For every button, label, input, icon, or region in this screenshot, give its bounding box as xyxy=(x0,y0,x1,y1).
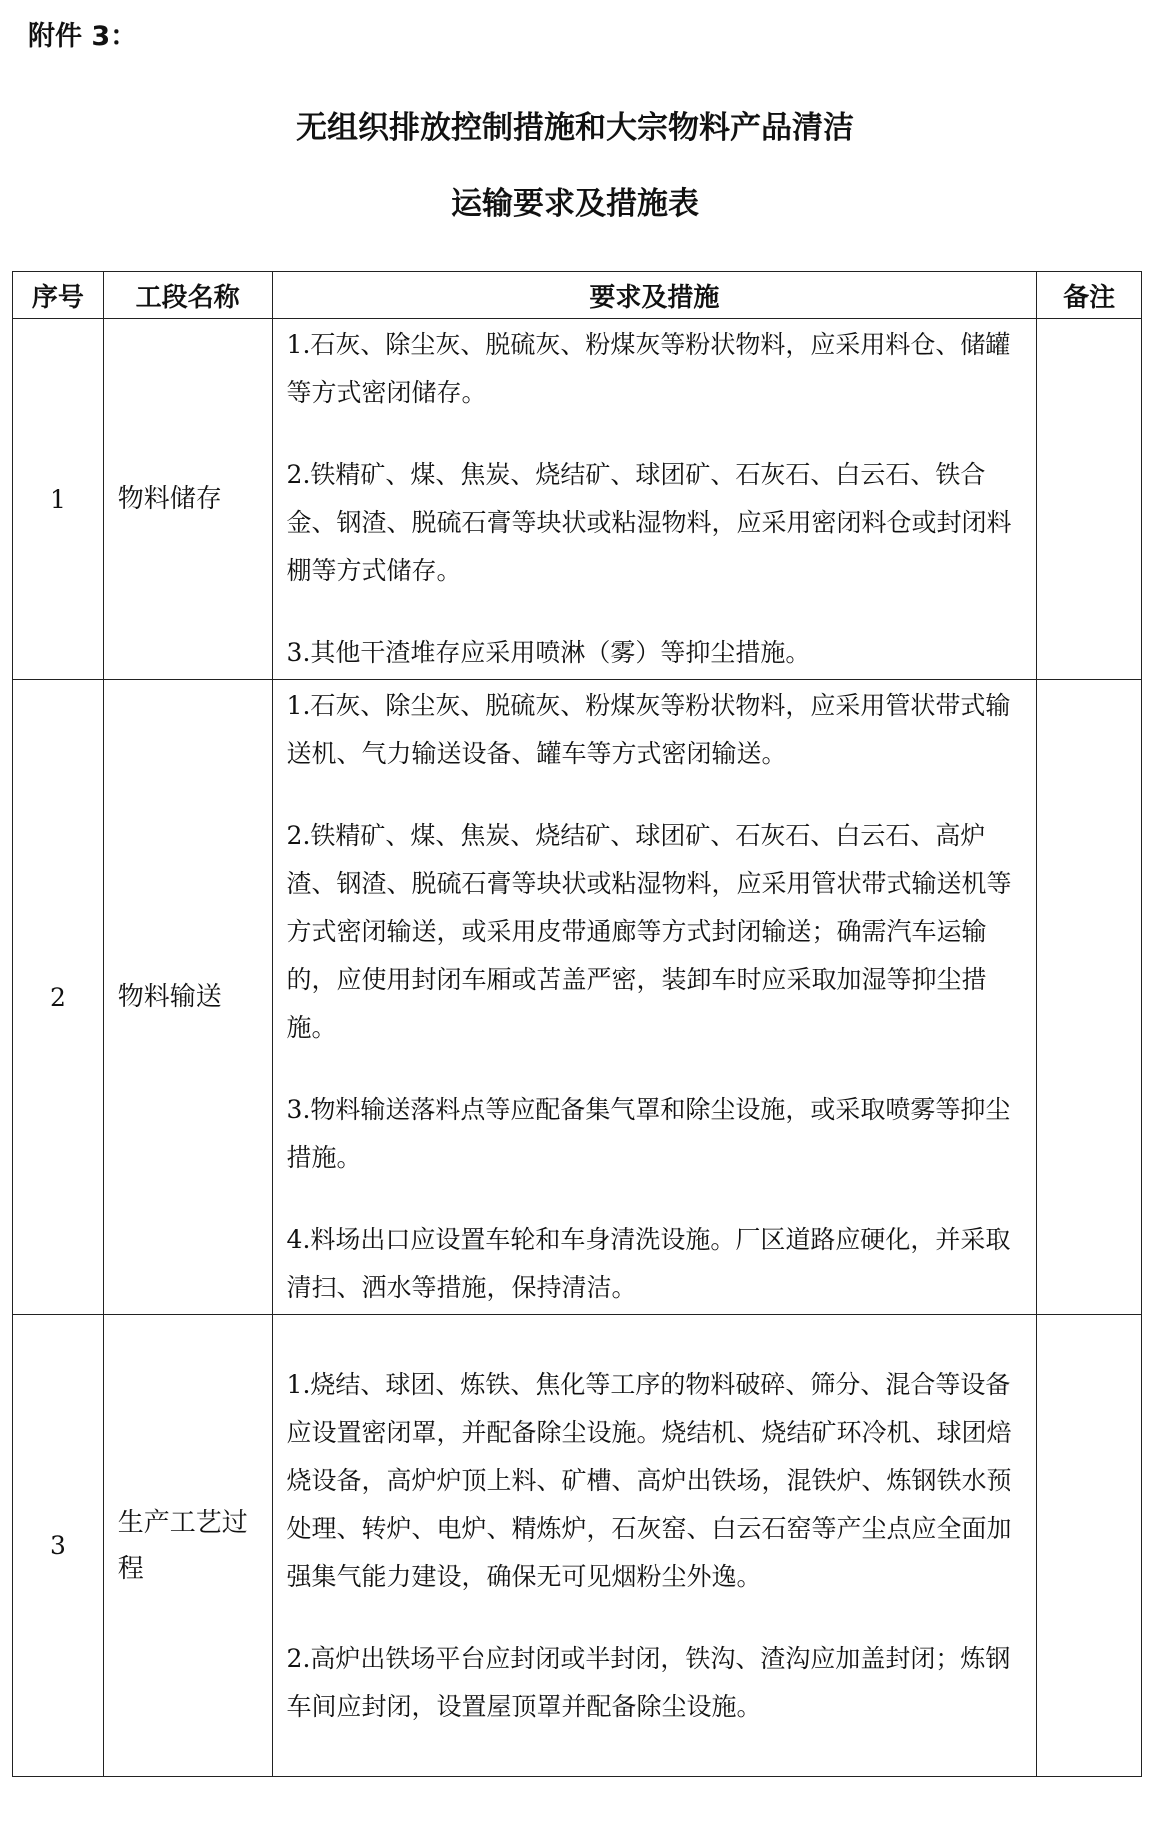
requirements-cell xyxy=(272,1315,1037,1777)
requirement-item: 1.石灰、除尘灰、脱硫灰、粉煤灰等粉状物料，应采用料仓、储罐等方式密闭储存。 xyxy=(286,330,1011,407)
requirement-item: 3.其他干渣堆存应采用喷淋（雾）等抑尘措施。 xyxy=(286,638,811,667)
measures-table xyxy=(12,271,1142,1777)
table-row xyxy=(13,680,1142,1315)
requirement-item: 1.烧结、球团、炼铁、焦化等工序的物料破碎、筛分、混合等设备应设置密闭罩，并配备除尘设施。烧结机、烧结矿环冷机、球团焙烧设备，高炉炉顶上料、矿槽、高炉出铁场，混铁炉、炼钢铁水预处理、转炉、电炉、精炼炉，石灰窑、白云石窑等产尘点应全面加强集气能力建设，确保无可见烟粉尘外逸。 xyxy=(286,1369,1012,1591)
header-requirements: 要求及措施 xyxy=(272,272,1037,319)
requirement-item: 4.料场出口应设置车轮和车身清洗设施。厂区道路应硬化，并采取清扫、洒水等措施，保持清洁。 xyxy=(286,1225,1011,1302)
requirement-item: 2.铁精矿、煤、焦炭、烧结矿、球团矿、石灰石、白云石、铁合金、钢渣、脱硫石膏等块状或粘湿物料，应采用密闭料仓或封闭料棚等方式储存。 xyxy=(286,460,1012,585)
row-number: 1 xyxy=(13,319,104,680)
document-title-line-1: 无组织排放控制措施和大宗物料产品清洁 xyxy=(296,110,854,146)
note-cell xyxy=(1037,680,1142,1315)
header-notes: 备注 xyxy=(1037,272,1142,319)
requirement-item: 2.高炉出铁场平台应封闭或半封闭，铁沟、渣沟应加盖封闭；炼钢车间应封闭，设置屋顶罩并配备除尘设施。 xyxy=(286,1643,1011,1721)
attachment-label: 附件 3： xyxy=(28,21,138,52)
table-header-row xyxy=(13,272,1142,319)
row-number: 2 xyxy=(13,680,104,1315)
note-cell xyxy=(1037,1315,1142,1777)
stage-name: 物料输送 xyxy=(103,680,272,1315)
requirement-item: 1.石灰、除尘灰、脱硫灰、粉煤灰等粉状物料，应采用管状带式输送机、气力输送设备、罐车等方式密闭输送。 xyxy=(286,691,1011,768)
requirements-cell xyxy=(272,680,1037,1315)
note-cell xyxy=(1037,319,1142,680)
stage-name: 物料储存 xyxy=(103,319,272,680)
table-row xyxy=(13,319,1142,680)
header-stage: 工段名称 xyxy=(103,272,272,319)
header-seq: 序号 xyxy=(13,272,104,319)
stage-name: 生产工艺过程 xyxy=(103,1315,272,1777)
requirement-item: 3.物料输送落料点等应配备集气罩和除尘设施，或采取喷雾等抑尘措施。 xyxy=(286,1095,1011,1172)
row-number: 3 xyxy=(13,1315,104,1777)
requirements-cell xyxy=(272,319,1037,680)
document-title-line-2: 运输要求及措施表 xyxy=(451,186,699,222)
requirement-item: 2.铁精矿、煤、焦炭、烧结矿、球团矿、石灰石、白云石、高炉渣、钢渣、脱硫石膏等块状或粘湿物料，应采用管状带式输送机等方式密闭输送，或采用皮带通廊等方式封闭输送；确需汽车运输的，应使用封闭车厢或苫盖严密，装卸车时应采取加湿等抑尘措施。 xyxy=(286,821,1012,1042)
table-row xyxy=(13,1315,1142,1777)
